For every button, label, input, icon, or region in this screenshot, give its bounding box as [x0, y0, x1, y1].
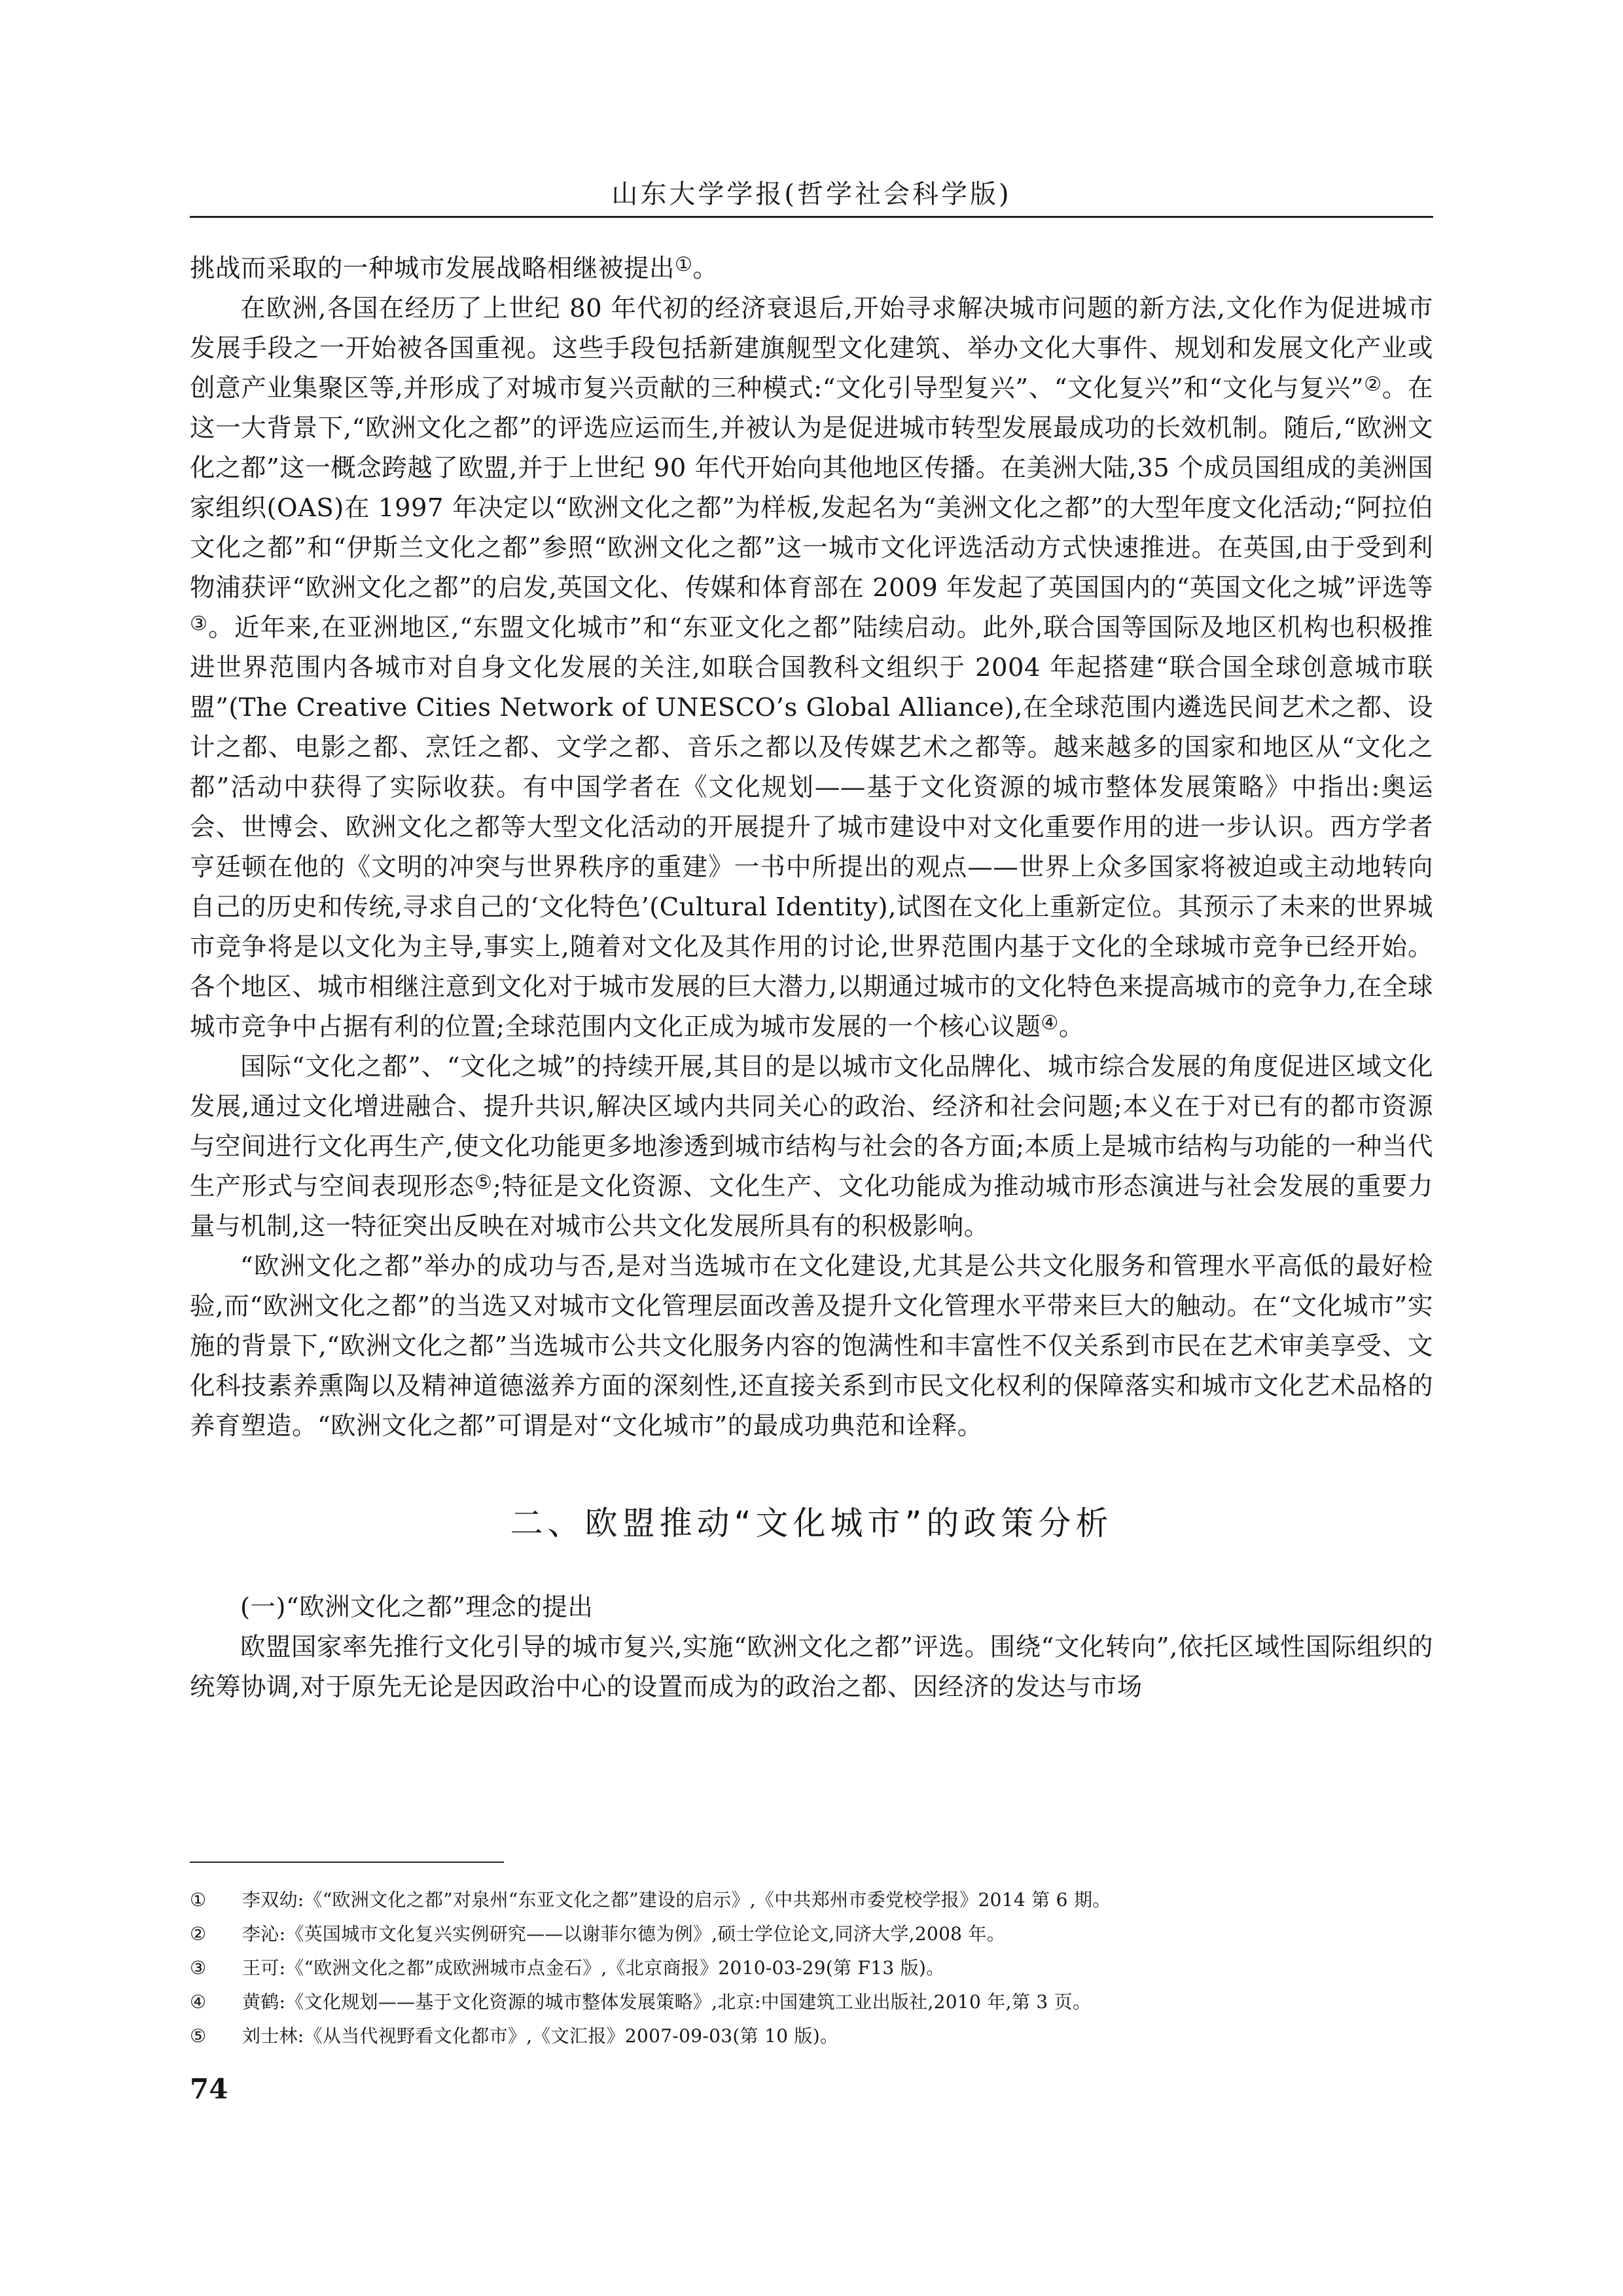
paragraph-text: 。近年来,在亚洲地区,“东盟文化城市”和“东亚文化之都”陆续启动。此外,联合国等国际及地区机构也积极推进世界范围内各城市对自身文化发展的关注,如联合国教科文组织于 2004 年起搭建“联合国全球创意城市联盟”(The Creative Cities Network of UNESCO’s Global Alliance),在全球范围内遴选民间艺术之都、设计之都、电影之都、烹饪之都、文学之都、音乐之都以及传媒艺术之都等。越来越多的国家和地区从“文化之都”活动中获得了实际收获。有中国学者在《文化规划——基于文化资源的城市整体发展策略》中指出:奥运会、世博会、欧洲文化之都等大型文化活动的开展提升了城市建设中对文化重要作用的进一步认识。西方学者亨廷顿在他的《文明的冲突与世界秩序的重建》一书中所提出的观点——世界上众多国家将被迫或主动地转向自己的历史和传统,寻求自己的‘文化特色’(Cultural Identity),试图在文化上重新定位。其预示了未来的世界城市竞争将是以文化为主导,事实上,随着对文化及其作用的讨论,世界范围内基于文化的全球城市竞争已经开始。各个地区、城市相继注意到文化对于城市发展的巨大潜力,以期通过城市的文化特色来提高城市的竞争力,在全球城市竞争中占据有利的位置;全球范围内文化正成为城市发展的一个核心议题 — [190, 613, 1433, 1042]
footnote-text: 黄鹤:《文化规划——基于文化资源的城市整体发展策略》,北京:中国建筑工业出版社,2010 年,第 3 页。 — [242, 1991, 1092, 2013]
footnote-text: 刘士林:《从当代视野看文化都市》,《文汇报》2007-09-03(第 10 版)。 — [242, 2025, 839, 2047]
paragraph-text: 国际“文化之都”、“文化之城”的持续开展,其目的是以城市文化品牌化、城市综合发展的角度促进区域文化发展,通过文化增进融合、提升共识,解决区域内共同关心的政治、经济和社会问题;本义在于对已有的都市资源与空间进行文化再生产,使文化功能更多地渗透到城市结构与社会的各方面;本质上是城市结构与功能的一种当代生产形式与空间表现形态 — [190, 1052, 1433, 1201]
footnote — [190, 1917, 1433, 1951]
footnote-ref[interactable]: ② — [1364, 373, 1382, 396]
footnote-ref[interactable]: ④ — [1041, 1012, 1059, 1034]
footnote — [190, 1951, 1433, 1985]
footnote-text: 李双幼:《“欧洲文化之都”对泉州“东亚文化之都”建设的启示》,《中共郑州市委党校学报》2014 第 6 期。 — [242, 1889, 1111, 1911]
running-head: 山东大学学报(哲学社会科学版) — [611, 179, 1012, 209]
paragraph — [190, 289, 1433, 1047]
section-heading: 二、欧盟推动“文化城市”的政策分析 — [510, 1504, 1113, 1542]
paragraph-text: ;特征是文化资源、文化生产、文化功能成为推动城市形态演进与社会发展的重要力量与机制,这一特征突出反映在对城市公共文化发展所具有的积极影响。 — [190, 1172, 1433, 1241]
footnotes — [190, 1883, 1433, 2053]
footnote-mark: ③ — [190, 1957, 207, 1979]
footnote — [190, 1883, 1433, 1917]
paragraph-text: 。在这一大背景下,“欧洲文化之都”的评选应运而生,并被认为是促进城市转型发展最成功的长效机制。随后,“欧洲文化之都”这一概念跨越了欧盟,并于上世纪 90 年代开始向其他地区传播。在美洲大陆,35 个成员国组成的美洲国家组织(OAS)在 1997 年决定以“欧洲文化之都”为样板,发起名为“美洲文化之都”的大型年度文化活动;“阿拉伯文化之都”和“伊斯兰文化之都”参照“欧洲文化之都”这一城市文化评选活动方式快速推进。在英国,由于受到利物浦获评“欧洲文化之都”的启发,英国文化、传媒和体育部在 2009 年发起了英国国内的“英国文化之城”评选等 — [190, 374, 1433, 603]
footnote-ref[interactable]: ① — [675, 253, 693, 276]
header-rule — [190, 216, 1433, 218]
footnote — [190, 2019, 1433, 2053]
paragraph-text: 挑战而采取的一种城市发展战略相继被提出 — [190, 254, 675, 283]
page-number: 74 — [190, 2073, 228, 2105]
footnote-mark: ② — [190, 1923, 207, 1945]
paragraph — [190, 249, 1433, 289]
footnote-ref[interactable]: ③ — [190, 612, 209, 635]
footnote-mark: ⑤ — [190, 2025, 207, 2047]
paragraph-text: 。 — [692, 254, 719, 283]
footnote-text: 王可:《“欧洲文化之都”成欧洲城市点金石》,《北京商报》2010-03-29(第 F13 版)。 — [242, 1957, 945, 1979]
paragraph — [190, 1047, 1433, 1246]
subsection-heading: (一)“欧洲文化之都”理念的提出 — [240, 1593, 594, 1622]
footnote-ref[interactable]: ⑤ — [474, 1171, 493, 1194]
paragraph-text: 。 — [1058, 1012, 1084, 1042]
paragraph-text: 在欧洲,各国在经历了上世纪 80 年代初的经济衰退后,开始寻求解决城市问题的新方法,文化作为促进城市发展手段之一开始被各国重视。这些手段包括新建旗舰型文化建筑、举办文化大事件、规划和发展文化产业或创意产业集聚区等,并形成了对城市复兴贡献的三种模式:“文化引导型复兴”、“文化复兴”和“文化与复兴” — [190, 294, 1433, 403]
paragraph-text: “欧洲文化之都”举办的成功与否,是对当选城市在文化建设,尤其是公共文化服务和管理水平高低的最好检验,而“欧洲文化之都”的当选又对城市文化管理层面改善及提升文化管理水平带来巨大的触动。在“文化城市”实施的背景下,“欧洲文化之都”当选城市公共文化服务内容的饱满性和丰富性不仅关系到市民在艺术审美享受、文化科技素养熏陶以及精神道德滋养方面的深刻性,还直接关系到市民文化权利的保障落实和城市文化艺术品格的养育塑造。“欧洲文化之都”可谓是对“文化城市”的最成功典范和诠释。 — [190, 1252, 1433, 1441]
paragraph: 欧盟国家率先推行文化引导的城市复兴,实施“欧洲文化之都”评选。围绕“文化转向”,依托区域性国际组织的统筹协调,对于原先无论是因政治中心的设置而成为的政治之都、因经济的发达与市场 — [190, 1633, 1433, 1702]
footnote-text: 李沁:《英国城市文化复兴实例研究——以谢菲尔德为例》,硕士学位论文,同济大学,2008 年。 — [242, 1923, 1006, 1945]
main-text — [190, 249, 1433, 1707]
footnote-rule — [190, 1862, 504, 1863]
paragraph — [190, 1246, 1433, 1446]
footnote-mark: ① — [190, 1889, 207, 1911]
footnote — [190, 1985, 1433, 2019]
footnote-mark: ④ — [190, 1991, 207, 2013]
